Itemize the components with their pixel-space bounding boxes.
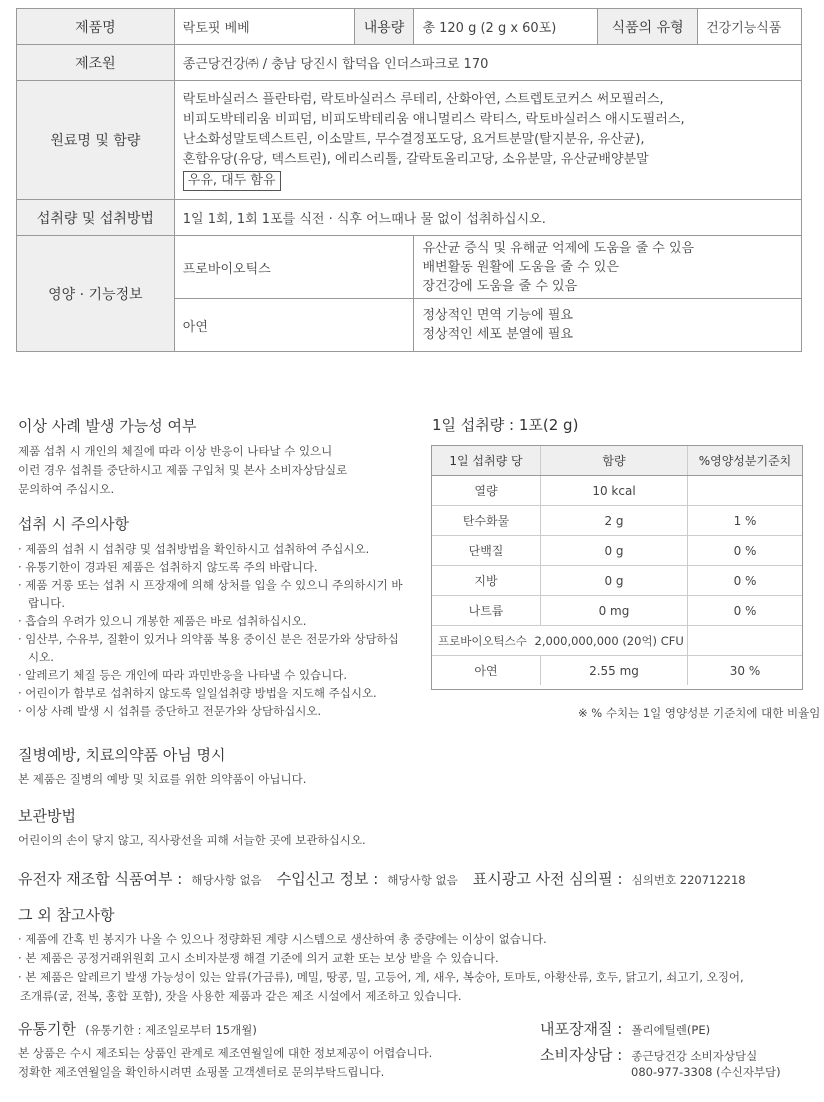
function-desc-line: 정상적인 세포 분열에 필요 (422, 327, 573, 342)
ad-review-value: 심의번호 220712218 (631, 873, 746, 887)
function-name: 프로바이오틱스 (174, 236, 414, 299)
nutrient-percent: 0 % (688, 566, 803, 596)
caution-item: · 이상 사례 발생 시 섭취를 중단하고 전문가와 상담하십시오. (18, 704, 322, 718)
function-name: 아연 (174, 299, 414, 352)
expiry-line: 본 상품은 수시 제조되는 상품인 관계로 제조연월일에 대한 정보제공이 어렵습니다. (18, 1046, 433, 1060)
nutrition-note: ※ % 수치는 1일 영양성분 기준치에 대한 비율임 (578, 706, 821, 720)
caution-item: · 흡습의 우려가 있으니 개봉한 제품은 바로 섭취하십시오. (18, 614, 307, 628)
nutrient-name: 나트륨 (432, 596, 541, 626)
nutrient-name: 아연 (432, 656, 541, 686)
nutrient-percent: 1 % (688, 506, 803, 536)
maker-label: 제조원 (17, 45, 175, 81)
ad-review-title: 표시광고 사전 심의필 : (472, 870, 623, 888)
nutrient-percent: 0 % (688, 536, 803, 566)
storage-title: 보관방법 (18, 807, 76, 825)
others-item: · 본 제품은 공정거래위원회 고시 소비자분쟁 해결 기준에 의거 교환 또는 보상 받을 수 있습니다. (18, 951, 499, 965)
product-name-label: 제품명 (17, 9, 175, 45)
abnormal-line: 제품 섭취 시 개인의 체질에 따라 이상 반응이 나타날 수 있으니 (18, 444, 333, 458)
nutrition-row (432, 596, 802, 626)
caution-item: · 유통기한이 경과된 제품은 섭취하지 않도록 주의 바랍니다. (18, 560, 318, 574)
function-desc-line: 정상적인 면역 기능에 필요 (422, 308, 573, 323)
ingredients-line: 비피도박테리움 비피덤, 비피도박테리움 애니멀리스 락티스, 락토바실러스 애시도필러스, (182, 111, 685, 127)
nutrition-table (432, 446, 802, 685)
nutrient-amount: 10 kcal (541, 476, 688, 506)
caution-item: · 제품 거롱 또는 섭취 시 프장재에 의해 상처를 입을 수 있으니 주의하시기 바랍니다. (18, 578, 403, 610)
function-label: 영양 · 기능정보 (17, 236, 175, 352)
food-type-label: 식품의 유형 (598, 9, 698, 45)
packaging-title: 내포장재질 : (540, 1020, 623, 1038)
nutrition-row (432, 536, 802, 566)
cautions-title: 섭취 시 주의사항 (18, 515, 129, 533)
caution-item: · 어린이가 함부로 섭취하지 않도록 일일섭취량 방법을 지도해 주십시오. (18, 686, 377, 700)
intake-value: 1일 1회, 1회 1포를 식전 · 식후 어느때나 물 없이 섭취하십시오. (174, 200, 801, 236)
disease-title: 질병예방, 치료의약품 아님 명시 (18, 746, 226, 764)
ingredients-line: 락토바실러스 플란타럼, 락토바실러스 루테리, 산화아연, 스트렙토코커스 써모필러스, (182, 91, 664, 107)
packaging-row (540, 1018, 710, 1039)
ingredients-line: 난소화성말토덱스트린, 이소말트, 무수결정포도당, 요거트분말(탈지분유, 유산균), (182, 131, 645, 147)
gmo-value: 해당사항 없음 (191, 873, 262, 887)
nutrient-name: 프로바이오틱스수 (438, 633, 527, 648)
nutrition-row (432, 656, 802, 686)
import-value: 해당사항 없음 (387, 873, 458, 887)
ingredients-cell (174, 81, 801, 200)
others-title: 그 외 참고사항 (18, 906, 115, 924)
nutrient-amount: 2.55 mg (541, 656, 688, 686)
nutrient-amount: 0 g (541, 566, 688, 596)
consumer-row (540, 1044, 757, 1065)
consumer-line1: 종근당건강 소비자상담실 (631, 1049, 758, 1063)
nutrition-title: 1일 섭취량 : 1포(2 g) (432, 416, 579, 434)
packaging-value: 폴리에틸렌(PE) (631, 1023, 711, 1037)
disease-text: 본 제품은 질병의 예방 및 치료를 위한 의약품이 아닙니다. (18, 772, 307, 786)
nutrient-percent (688, 476, 803, 506)
nutrient-percent: 0 % (688, 596, 803, 626)
nutrient-amount: 2,000,000,000 (20억) CFU (534, 633, 684, 648)
caution-item: · 알레르기 체질 등은 개인에 따라 과민반응을 나타낼 수 있습니다. (18, 668, 348, 682)
abnormal-line: 이런 경우 섭취를 중단하시고 제품 구입처 및 본사 소비자상담실로 (18, 463, 348, 477)
caution-item: · 제품의 섭취 시 섭취량 및 섭취방법을 확인하시고 섭취하여 주십시오. (18, 542, 370, 556)
nutrient-name: 탄수화물 (432, 506, 541, 536)
declaration-row (18, 868, 746, 889)
consumer-line2: 080-977-3308 (수신자부담) (631, 1065, 781, 1079)
maker-value: 종근당건강㈜ / 충남 당진시 합덕읍 인더스파크로 170 (174, 45, 801, 81)
nutrition-row (432, 566, 802, 596)
product-name-value: 락토핏 베베 (174, 9, 354, 45)
nutrition-row (432, 476, 802, 506)
function-desc-line: 배변활동 원활에 도움을 줄 수 있은 (422, 259, 619, 275)
food-type-value: 건강기능식품 (698, 9, 802, 45)
consumer-title: 소비자상담 : (540, 1046, 623, 1064)
import-title: 수입신고 정보 : (276, 870, 379, 888)
others-item: · 본 제품은 알레르기 발생 가능성이 있는 알류(가금류), 메밀, 땅콩, 밀, 고등어, 게, 새우, 복숭아, 토마토, 아황산류, 호두, 닭고기, 쇠고기, 오징어, (18, 970, 744, 984)
caution-item: · 임산부, 수유부, 질환이 있거나 의약품 복용 중이신 분은 전문가와 상담하십시오. (18, 632, 399, 664)
nutrient-amount: 0 g (541, 536, 688, 566)
nutrition-header: %영양성분기준치 (688, 446, 803, 476)
abnormal-line: 문의하여 주십시오. (18, 482, 115, 496)
nutrient-amount: 0 mg (541, 596, 688, 626)
nutrition-header: 함량 (541, 446, 688, 476)
nutrition-row (432, 626, 802, 656)
nutrient-amount: 2 g (541, 506, 688, 536)
function-desc (414, 299, 802, 352)
storage-text: 어린이의 손이 닿지 않고, 직사광선을 피해 서늘한 곳에 보관하십시오. (18, 833, 366, 847)
function-desc-line: 유산균 증식 및 유해균 억제에 도움을 줄 수 있음 (422, 240, 695, 256)
ingredients-line: 혼합유당(유당, 덱스트린), 에리스리톨, 갈락토올리고당, 소유분말, 유산균배양분말 (182, 151, 649, 167)
expiry-sub: (유통기한 : 제조일로부터 15개월) (85, 1023, 257, 1037)
nutrient-name: 열량 (432, 476, 541, 506)
others-list (18, 930, 808, 1006)
nutrition-row (432, 506, 802, 536)
expiry-text (18, 1044, 432, 1082)
abnormal-title: 이상 사례 발생 가능성 여부 (18, 417, 197, 435)
nutrient-percent (688, 626, 803, 656)
nutrient-percent: 30 % (688, 656, 803, 686)
function-desc-line: 장건강에 도움을 줄 수 있음 (422, 278, 578, 294)
nutrient-name: 지방 (432, 566, 541, 596)
nutrient-name: 단백질 (432, 536, 541, 566)
abnormal-text (18, 442, 418, 499)
function-desc (414, 236, 802, 299)
ingredients-label: 원료명 및 함량 (17, 81, 175, 200)
probiotics-cell (432, 626, 688, 656)
cautions-list (18, 540, 408, 720)
others-item: · 제품에 간혹 빈 봉지가 나올 수 있으나 정량화된 계량 시스템으로 생산하여 총 중량에는 이상이 없습니다. (18, 932, 547, 946)
product-info-table (16, 8, 802, 352)
expiry-title: 유통기한 (18, 1020, 76, 1038)
expiry-line: 정확한 제조연월일을 확인하시려면 쇼핑몰 고객센터로 문의부탁드립니다. (18, 1065, 385, 1079)
nutrition-header: 1일 섭취량 당 (432, 446, 541, 476)
expiry-heading (18, 1018, 257, 1039)
content-value: 총 120 g (2 g x 60포) (414, 9, 598, 45)
content-label: 내용량 (354, 9, 414, 45)
intake-label: 섭취량 및 섭취방법 (17, 200, 175, 236)
allergy-box: 우유, 대두 함유 (183, 171, 281, 191)
others-item: 조개류(굴, 전복, 홍합 포함), 잣을 사용한 제품과 같은 제조 시설에서 제조하고 있습니다. (20, 989, 462, 1003)
gmo-title: 유전자 재조합 식품여부 : (18, 870, 183, 888)
